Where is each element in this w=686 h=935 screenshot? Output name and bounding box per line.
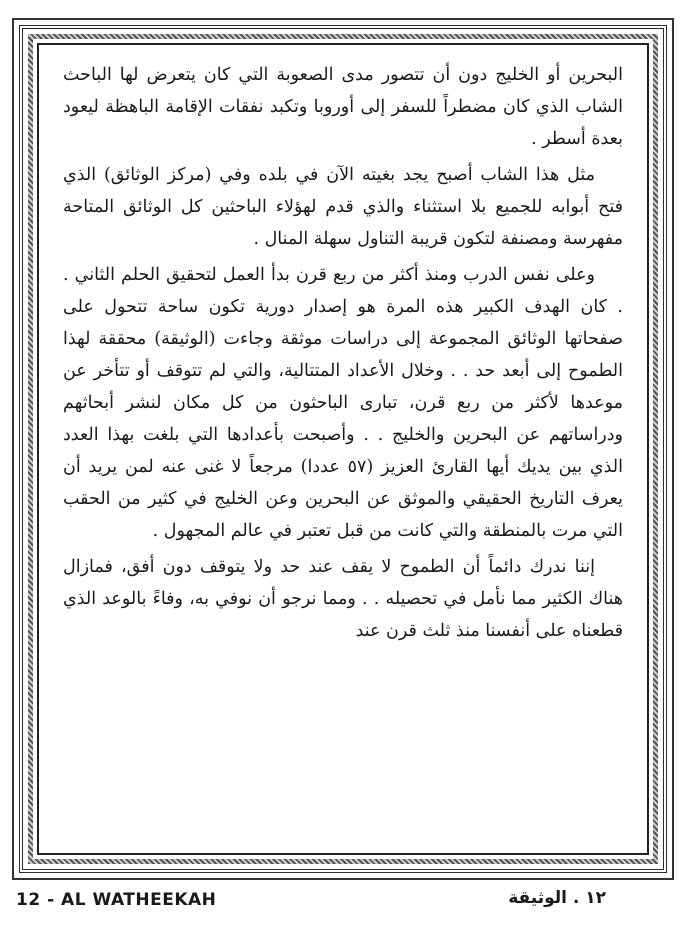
paragraph-4: إننا ندرك دائماً أن الطموح لا يقف عند حد ولا يتوقف دون أفق، فمازال هناك الكثير مما نأمل في تحصيله . . ومما نرجو أن نوفي به، وفاءً بالوعد الذي قطعناه على أنفسنا منذ ثلث قرن عند (63, 557, 623, 641)
page-border-double (19, 25, 667, 873)
footer-page-label-arabic: ١٢ . الوثيقة (508, 888, 606, 908)
footer-page-label-latin: 12 - AL WATHEEKAH (16, 890, 217, 910)
paragraph-1: البحرين أو الخليج دون أن تتصور مدى الصعوبة التي كان يتعرض لها الباحث الشاب الذي كان مضطراً للسفر إلى أوروبا وتكبد نفقات الإقامة الباهظة ليعود بعدة أسطر . (63, 65, 623, 149)
page-border-ornament (28, 34, 658, 864)
paragraph-3: وعلى نفس الدرب ومنذ أكثر من ربع قرن بدأ العمل لتحقيق الحلم الثاني . . كان الهدف الكبير هذه المرة هو إصدار دورية تكون ساحة تتحول على صفحاتها الوثائق المجموعة إلى دراسات موثقة وجاءت (الوثيقة) محققة لهذا الطموح إلى أبعد حد . . وخلال الأعداد المتتالية، والتي لم تتوقف أو تتأخر عن موعدها لأكثر من ربع قرن، تبارى الباحثون من كل مكان لنشر أبحاثهم ودراساتهم عن البحرين والخليج . . وأصبحت بأعدادها التي بلغت بهذا العدد الذي بين يديك أيها القارئ العزيز (٥٧ عددا) مرجعاً لا غنى عنه لمن يريد أن يعرف التاريخ الحقيقي والموثق عن البحرين وعن الخليج في كثير من الحقب التي مرت بالمنطقة والتي كانت من قبل تعتبر في عالم المجهول . (63, 265, 623, 541)
text-frame (37, 43, 649, 855)
paragraph-2: مثل هذا الشاب أصبح يجد بغيته الآن في بلده وفي (مركز الوثائق) الذي فتح أبوابه للجميع بلا استثناء والذي قدم لهؤلاء الباحثين كل الوثائق المتاحة مفهرسة ومصنفة لتكون قريبة التناول سهلة المنال . (63, 165, 623, 249)
page-border-outer (12, 18, 674, 880)
article-body (63, 59, 623, 647)
page-footer (0, 888, 686, 918)
